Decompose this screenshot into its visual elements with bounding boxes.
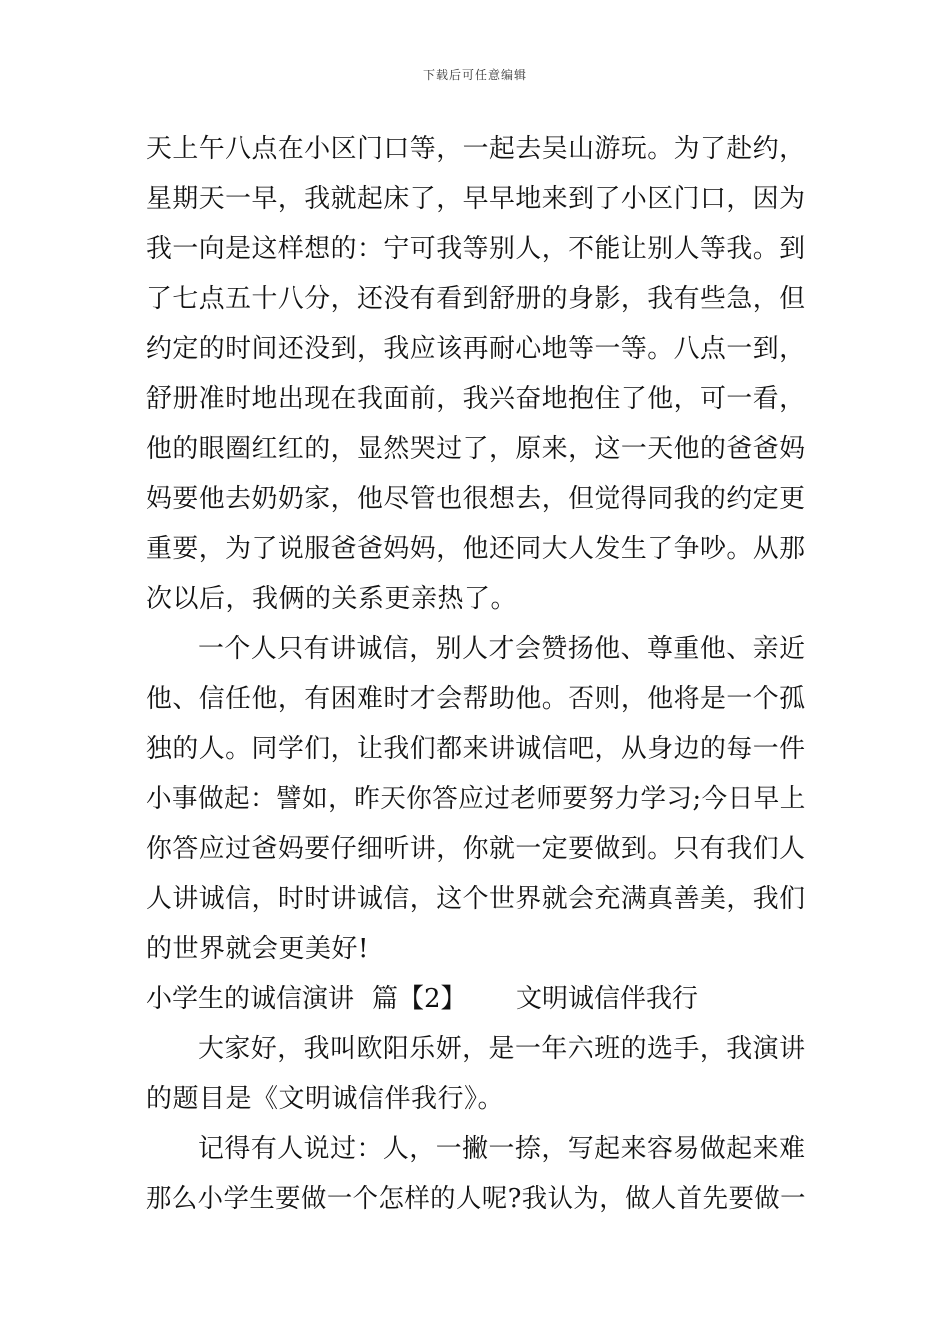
text-line: 妈要他去奶奶家，他尽管也很想去，但觉得同我的约定更 [146,484,806,514]
text-line: 人讲诚信，时时讲诚信，这个世界就会充满真善美，我们 [146,884,806,914]
text-line: 舒册准时地出现在我面前，我兴奋地抱住了他，可一看， [146,384,806,414]
text-line: 的题目是《文明诚信伴我行》。 [146,1084,505,1114]
section-title: 小学生的诚信演讲 [146,984,355,1014]
text-line: 我一向是这样想的：宁可我等别人，不能让别人等我。到 [146,234,806,264]
text-line: 的世界就会更美好! [146,934,369,964]
paragraph-first-line: 记得有人说过：人，一撇一捺，写起来容易做起来难 [198,1134,806,1164]
text-line: 他的眼圈红红的，显然哭过了，原来，这一天他的爸爸妈 [146,434,806,464]
text-line: 了七点五十八分，还没有看到舒册的身影，我有些急，但 [146,284,806,314]
text-line: 次以后，我俩的关系更亲热了。 [146,584,518,614]
text-line: 他、信任他，有困难时才会帮助他。否则，他将是一个孤 [146,684,806,714]
section-subtitle: 文明诚信伴我行 [516,984,699,1014]
text-line: 天上午八点在小区门口等，一起去吴山游玩。为了赴约， [146,134,806,164]
text-line: 重要，为了说服爸爸妈妈，他还同大人发生了争吵。从那 [146,534,806,564]
paragraph-first-line: 一个人只有讲诚信，别人才会赞扬他、尊重他、亲近 [198,634,806,664]
section-part-label: 篇【2】 [372,984,467,1014]
text-line: 星期天一早，我就起床了，早早地来到了小区门口，因为 [146,184,806,214]
paragraph-first-line: 大家好，我叫欧阳乐妍，是一年六班的选手，我演讲 [198,1034,806,1064]
text-line: 独的人。同学们，让我们都来讲诚信吧，从身边的每一件 [146,734,806,764]
page-header: 下载后可任意编辑 [422,68,527,82]
text-line: 约定的时间还没到，我应该再耐心地等一等。八点一到， [146,334,806,364]
text-line: 小事做起：譬如，昨天你答应过老师要努力学习;今日早上 [146,784,806,814]
text-line: 你答应过爸妈要仔细听讲，你就一定要做到。只有我们人 [146,834,806,864]
text-line: 那么小学生要做一个怎样的人呢?我认为，做人首先要做一 [146,1184,806,1214]
